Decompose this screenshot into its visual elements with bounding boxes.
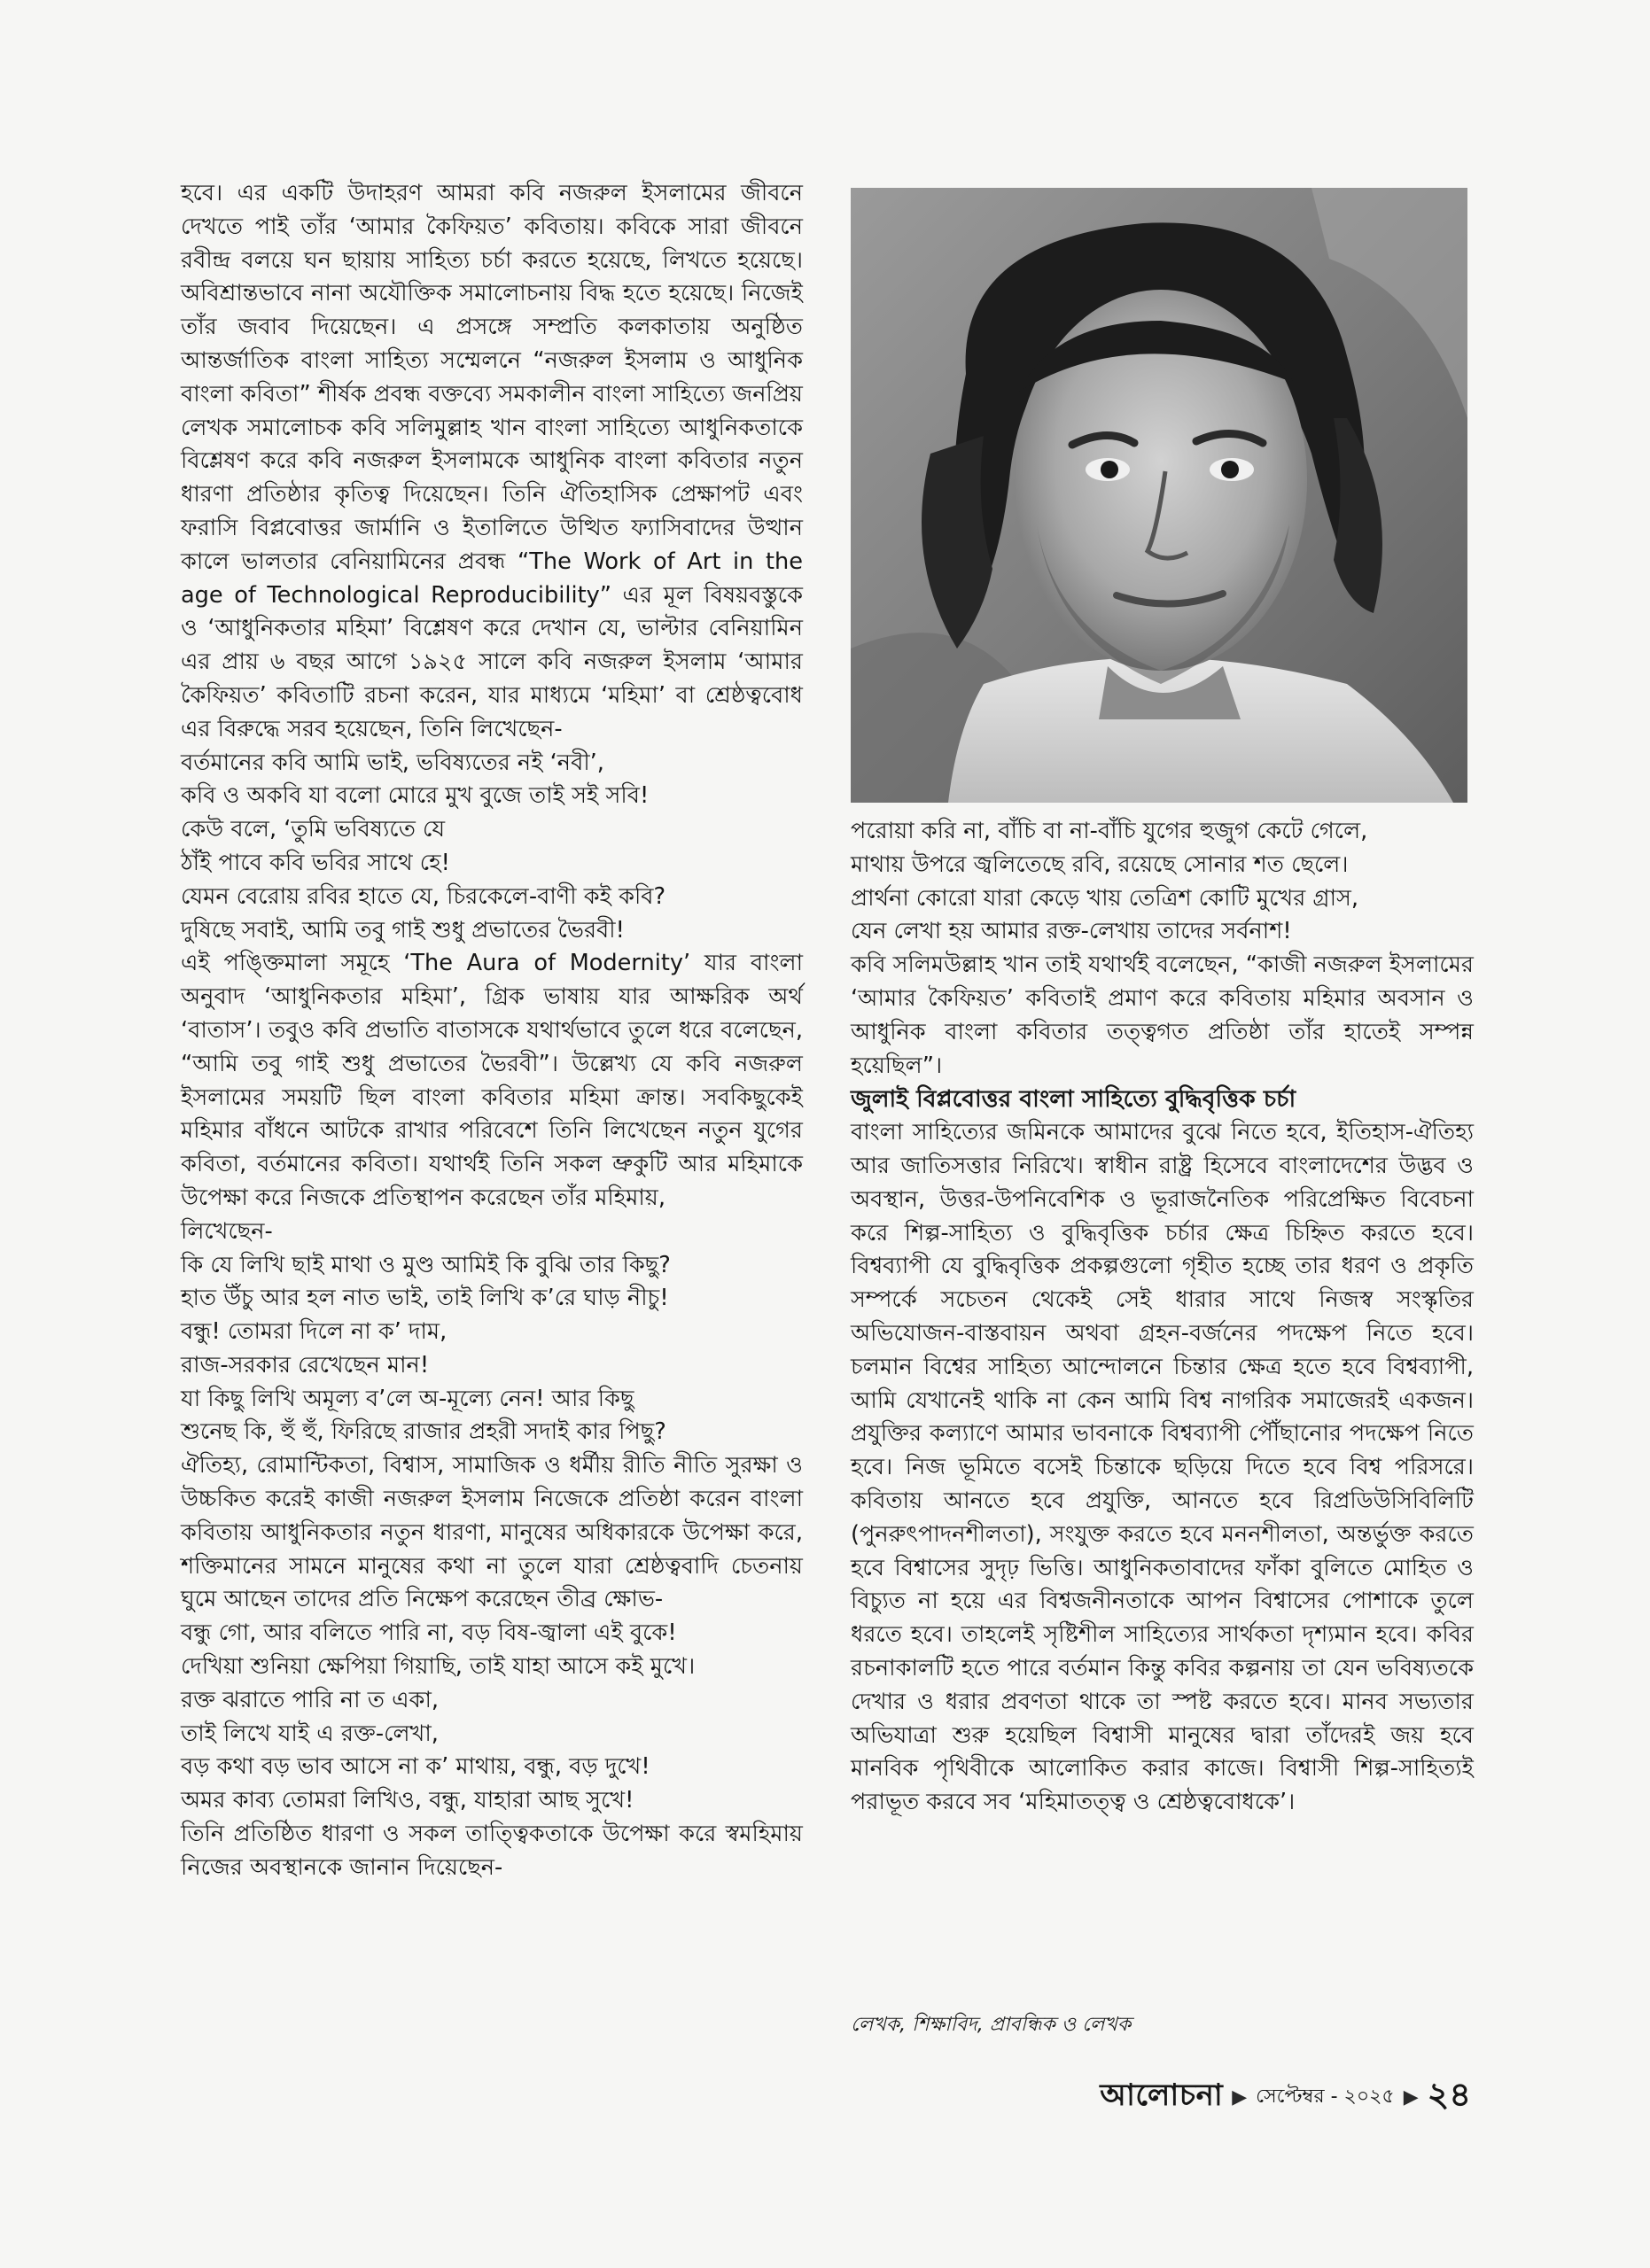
poem-line: দেখিয়া শুনিয়া ক্ষেপিয়া গিয়াছি, তাই যাহা আসে কই মুখে। bbox=[181, 1653, 696, 1681]
poem-line: দুষিছে সবাই, আমি তবু গাই শুধু প্রভাতের ভৈরবী! bbox=[181, 916, 625, 944]
poem-line: তাই লিখে যাই এ রক্ত-লেখা, bbox=[181, 1720, 439, 1747]
poem-stanza bbox=[181, 747, 803, 948]
poem-stanza bbox=[851, 815, 1474, 949]
body-paragraph: তিনি প্রতিষ্ঠিত ধারণা ও সকল তাত্ত্বিকতাকে উপেক্ষা করে স্বমহিমায় নিজের অবস্থানকে জানান দিয়েছেন- bbox=[181, 1821, 803, 1881]
issue-date: সেপ্টেম্বর - ২০২৫ bbox=[1256, 2085, 1395, 2108]
poem-line: অমর কাব্য তোমরা লিখিও, বন্ধু, যাহারা আছ সুখে! bbox=[181, 1787, 634, 1814]
left-column bbox=[181, 177, 803, 1885]
page-footer bbox=[1055, 2075, 1471, 2119]
poem-line: বন্ধু গো, আর বলিতে পারি না, বড় বিষ-জ্বালা এই বুকে! bbox=[181, 1619, 677, 1647]
poem-line: কবি ও অকবি যা বলো মোরে মুখ বুজে তাই সই সবি! bbox=[181, 782, 650, 810]
portrait-painting bbox=[851, 188, 1467, 803]
poem-line: হাত উঁচু আর হল নাত ভাই, তাই লিখি ক’রে ঘাড় নীচু! bbox=[181, 1285, 669, 1312]
poem-line: বড় কথা বড় ভাব আসে না ক’ মাথায়, বন্ধু, বড় দুখে! bbox=[181, 1753, 650, 1781]
poem-line: রাজ-সরকার রেখেছেন মান! bbox=[181, 1351, 430, 1379]
poem-line: ঠাঁই পাবে কবি ভবির সাথে হে! bbox=[181, 849, 450, 876]
poem-line: যা কিছু লিখি অমূল্য ব’লে অ-মূল্যে নেন! আর কিছু bbox=[181, 1385, 634, 1412]
right-column bbox=[851, 815, 1474, 1820]
poem-line: বন্ধু! তোমরা দিলে না ক’ দাম, bbox=[181, 1318, 448, 1346]
magazine-name: আলোচনা bbox=[1100, 2077, 1224, 2113]
author-byline: লেখক, শিক্ষাবিদ, প্রাবন্ধিক ও লেখক bbox=[851, 2014, 1132, 2036]
triangle-arrow-icon: ▶ bbox=[1403, 2085, 1419, 2109]
page-number: ২৪ bbox=[1427, 2074, 1471, 2114]
body-paragraph: হবে। এর একটি উদাহরণ আমরা কবি নজরুল ইসলামের জীবনে দেখতে পাই তাঁর ‘আমার কৈফিয়ত’ কবিতায়। কবিকে সারা জীবনে রবীন্দ্র বলয়ে ঘন ছায়ায় সাহিত্য চর্চা করতে হয়েছে, লিখতে হয়েছে। অবিশ্রান্তভাবে নানা অযৌক্তিক সমালোচনায় বিদ্ধ হতে হয়েছে। নিজেই তাঁর জবাব দিয়েছেন। এ প্রসঙ্গে সম্প্রতি কলকাতায় অনুষ্ঠিত আন্তর্জাতিক বাংলা সাহিত্য সম্মেলনে “নজরুল ইসলাম ও আধুনিক বাংলা কবিতা” শীর্ষক প্রবন্ধ বক্তব্যে সমকালীন বাংলা সাহিত্যে জনপ্রিয় লেখক সমালোচক কবি সলিমুল্লাহ খান বাংলা সাহিত্যে আধুনিকতাকে বিশ্লেষণ করে কবি নজরুল ইসলামকে আধুনিক বাংলা কবিতার নতুন ধারণা প্রতিষ্ঠার কৃতিত্ব দিয়েছেন। তিনি ঐতিহাসিক প্রেক্ষাপট এবং ফরাসি বিপ্লবোত্তর জার্মানি ও ইতালিতে উত্থিত ফ্যাসিবাদের উত্থান কালে ভালতার বেনিয়ামিনের প্রবন্ধ “The Work of Art in the age of Technological Reproducibility” এর মূল বিষয়বস্তুকে ও ‘আধুনিকতার মহিমা’ বিশ্লেষণ করে দেখান যে, ভাল্টার বেনিয়ামিন এর প্রায় ৬ বছর আগে ১৯২৫ সালে কবি নজরুল ইসলাম ‘আমার কৈফিয়ত’ কবিতাটি রচনা করেন, যার মাধ্যমে ‘মহিমা’ বা শ্রেষ্ঠত্ববোধ এর বিরুদ্ধে সরব হয়েছেন, তিনি লিখেছেন- bbox=[181, 180, 803, 742]
poem-line: প্রার্থনা কোরো যারা কেড়ে খায় তেত্রিশ কোটি মুখের গ্রাস, bbox=[851, 884, 1359, 912]
portrait-image bbox=[851, 188, 1467, 803]
body-paragraph: ঐতিহ্য, রোমান্টিকতা, বিশ্বাস, সামাজিক ও ধর্মীয় রীতি নীতি সুরক্ষা ও উচ্চকিত করেই কাজী নজরুল ইসলাম নিজেকে প্রতিষ্ঠা করেন বাংলা কবিতায় আধুনিকতার নতুন ধারণা, মানুষের অধিকারকে উপেক্ষা করে, শক্তিমানের সামনে মানুষের কথা না তুলে যারা শ্রেষ্ঠত্ববাদি চেতনায় ঘুমে আছেন তাদের প্রতি নিক্ষেপ করেছেন তীব্র ক্ষোভ- bbox=[181, 1452, 803, 1613]
poem-line: শুনেছ কি, হুঁ হুঁ, ফিরিছে রাজার প্রহরী সদাই কার পিছু? bbox=[181, 1418, 666, 1446]
section-heading: জুলাই বিপ্লবোত্তর বাংলা সাহিত্যে বুদ্ধিবৃত্তিক চর্চা bbox=[851, 1085, 1296, 1114]
poem-line: যেন লেখা হয় আমার রক্ত-লেখায় তাদের সর্বনাশ! bbox=[851, 918, 1292, 945]
poem-line: মাথায় উপরে জ্বলিতেছে রবি, রয়েছে সোনার শত ছেলে। bbox=[851, 850, 1349, 878]
poem-line: বর্তমানের কবি আমি ভাই, ভবিষ্যতের নই ‘নবী’, bbox=[181, 749, 604, 776]
body-paragraph: এই পঙ্ক্তিমালা সমূহে ‘The Aura of Modernity’ যার বাংলা অনুবাদ ‘আধুনিকতার মহিমা’, গ্রিক ভাষায় যার আক্ষরিক অর্থ ‘বাতাস’। তবুও কবি প্রভাতি বাতাসকে যথার্থভাবে তুলে ধরে বলেছেন, “আমি তবু গাই শুধু প্রভাতের ভৈরবী”। উল্লেখ্য যে কবি নজরুল ইসলামের সময়টি ছিল বাংলা কবিতার মহিমা ক্রান্ত। সবকিছুকেই মহিমার বাঁধনে আটকে রাখার পরিবেশে তিনি লিখেছেন নতুন যুগের কবিতা, বর্তমানের কবিতা। যথার্থই তিনি সকল ভ্রুকুটি আর মহিমাকে উপেক্ষা করে নিজকে প্রতিস্থাপন করেছেন তাঁর মহিমায়, bbox=[181, 950, 803, 1211]
poem-line: কেউ বলে, ‘তুমি ভবিষ্যতে যে bbox=[181, 816, 446, 843]
poem-line: পরোয়া করি না, বাঁচি বা না-বাঁচি যুগের হুজুগ কেটে গেলে, bbox=[851, 818, 1368, 844]
poem-stanza bbox=[181, 1617, 803, 1818]
poem-stanza bbox=[181, 1249, 803, 1450]
body-paragraph: বাংলা সাহিত্যের জমিনকে আমাদের বুঝে নিতে হবে, ইতিহাস-ঐতিহ্য আর জাতিসত্তার নিরিখে। স্বাধীন রাষ্ট্র হিসেবে বাংলাদেশের উদ্ভব ও অবস্থান, উত্তর-উপনিবেশিক ও ভূরাজনৈতিক পরিপ্রেক্ষিত বিবেচনা করে শিল্প-সাহিত্য ও বুদ্ধিবৃত্তিক চর্চার ক্ষেত্র চিহ্নিত করতে হবে। বিশ্বব্যাপী যে বুদ্ধিবৃত্তিক প্রকল্পগুলো গৃহীত হচ্ছে তার ধরণ ও প্রকৃতি সম্পর্কে সচেতন থেকেই সেই ধারার সাথে নিজস্ব সংস্কৃতির অভিযোজন-বাস্তবায়ন অথবা গ্রহন-বর্জনের পদক্ষেপ নিতে হবে। চলমান বিশ্বের সাহিত্য আন্দোলনে চিন্তার ক্ষেত্র হতে হবে বিশ্বব্যাপী, আমি যেখানেই থাকি না কেন আমি বিশ্ব নাগরিক সমাজেরই একজন। প্রযুক্তির কল্যাণে আমার ভাবনাকে বিশ্বব্যাপী পৌঁছানোর পদক্ষেপ নিতে হবে। নিজ ভূমিতে বসেই চিন্তাকে ছড়িয়ে দিতে হবে বিশ্ব পরিসরে। কবিতায় আনতে হবে প্রযুক্তি, আনতে হবে রিপ্রডিউসিবিলিটি (পুনরুৎপাদনশীলতা), সংযুক্ত করতে হবে মননশীলতা, অন্তর্ভুক্ত করতে হবে বিশ্বাসের সুদৃঢ় ভিত্তি। আধুনিকতাবাদের ফাঁকা বুলিতে মোহিত ও বিচ্যুত না হয়ে এর বিশ্বজনীনতাকে আপন বিশ্বাসের পোশাকে তুলে ধরতে হবে। তাহলেই সৃষ্টিশীল সাহিত্যের সার্থকতা দৃশ্যমান হবে। কবির রচনাকালটি হতে পারে বর্তমান কিন্তু কবির কল্পনায় তা যেন ভবিষ্যতকে দেখার ও ধরার প্রবণতা থাকে তা স্পষ্ট করতে হবে। মানব সভ্যতার অভিযাত্রা শুরু হয়েছিল বিশ্বাসী মানুষের দ্বারা তাঁদেরই জয় হবে মানবিক পৃথিবীকে আলোকিত করার কাজে। বিশ্বাসী শিল্প-সাহিত্যই পরাভূত করবে সব ‘মহিমাতত্ত্ব ও শ্রেষ্ঠত্ববোধকে’। bbox=[851, 1119, 1474, 1816]
body-line: লিখেছেন- bbox=[181, 1217, 273, 1245]
poem-line: যেমন বেরোয় রবির হাতে যে, চিরকেলে-বাণী কই কবি? bbox=[181, 882, 666, 910]
triangle-arrow-icon: ▶ bbox=[1232, 2085, 1248, 2109]
poem-line: কি যে লিখি ছাই মাথা ও মুণ্ড আমিই কি বুঝি তার কিছু? bbox=[181, 1251, 671, 1278]
body-paragraph: কবি সলিমউল্লাহ খান তাই যথার্থই বলেছেন, “কাজী নজরুল ইসলামের ‘আমার কৈফিয়ত’ কবিতাই প্রমাণ করে কবিতায় মহিমার অবসান ও আধুনিক বাংলা কবিতার তত্ত্বগত প্রতিষ্ঠা তাঁর হাতেই সম্পন্ন হয়েছিল”। bbox=[851, 951, 1474, 1079]
poem-line: রক্ত ঝরাতে পারি না ত একা, bbox=[181, 1686, 440, 1713]
